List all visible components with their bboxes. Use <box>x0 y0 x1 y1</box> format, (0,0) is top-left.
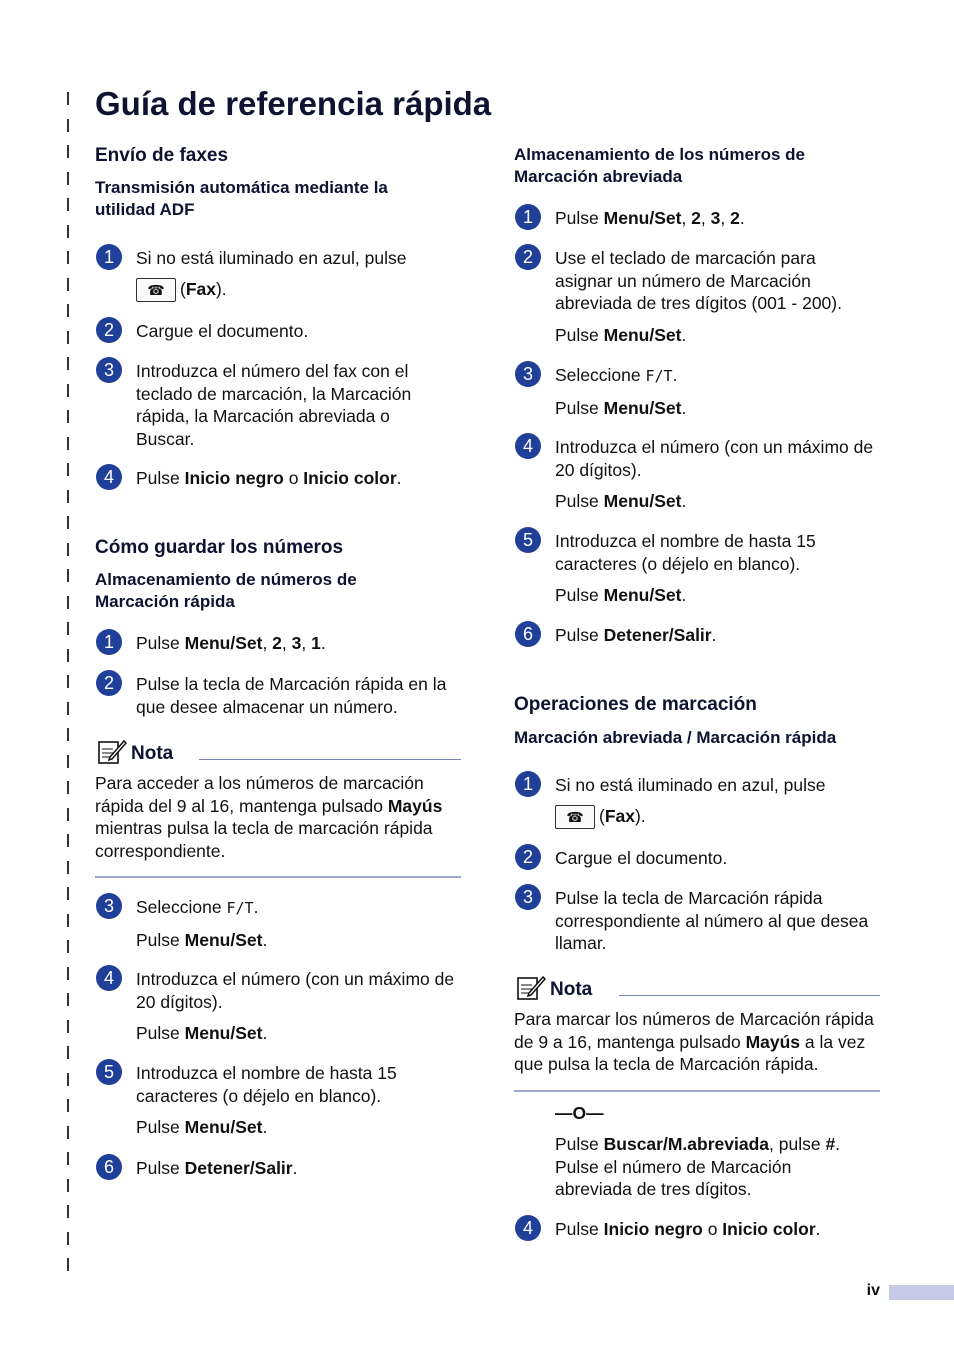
step-number: 2 <box>515 244 541 270</box>
step-text: Pulse Menu/Set, 2, 3, 1. <box>136 633 326 653</box>
step-text: Introduzca el nombre de hasta 15 caracteres (o déjelo en blanco). Pulse Menu/Set. <box>555 531 816 605</box>
margin-dash <box>67 808 69 821</box>
step-number: 1 <box>515 771 541 797</box>
section-heading-guardar: Cómo guardar los números <box>95 537 344 558</box>
subheading-abreviada-rapida: Marcación abreviada / Marcación rápida <box>514 728 837 747</box>
step-text: Pulse Detener/Salir. <box>136 1158 298 1178</box>
margin-dash <box>67 331 69 344</box>
margin-dash <box>67 1205 69 1218</box>
margin-dash <box>67 119 69 132</box>
step-text: Seleccione F/T. Pulse Menu/Set. <box>136 897 268 950</box>
step-text: Introduzca el nombre de hasta 15 caracteres (o déjelo en blanco). Pulse Menu/Set. <box>136 1063 397 1137</box>
step-number: 6 <box>515 621 541 647</box>
step-number: 5 <box>96 1059 122 1085</box>
margin-dash <box>67 675 69 688</box>
step-number: 3 <box>96 893 122 919</box>
page-number: iv <box>866 1282 880 1299</box>
note-pencil-icon <box>97 737 127 765</box>
note-divider <box>619 995 880 996</box>
section-heading-envio: Envío de faxes <box>95 145 229 166</box>
margin-dash <box>67 278 69 291</box>
margin-dash <box>67 304 69 317</box>
or-separator: —O— <box>555 1103 604 1123</box>
note-divider <box>199 759 461 760</box>
margin-dash <box>67 1020 69 1033</box>
margin-dash <box>67 622 69 635</box>
step-text: Si no está iluminado en azul, pulse ☎ (Fax). <box>555 774 885 829</box>
step-text: Si no está iluminado en azul, pulse ☎ (Fax). <box>136 247 466 302</box>
step-number: 2 <box>96 670 122 696</box>
note-label: Nota <box>131 743 174 764</box>
note-label: Nota <box>550 979 593 1000</box>
step-text: Introduzca el número del fax con el teclado de marcación, la Marcación rápida, la Marcación abreviada o Buscar. <box>136 361 412 449</box>
margin-dash <box>67 516 69 529</box>
step-number: 4 <box>515 1215 541 1241</box>
note-bottom-rule <box>514 1090 880 1092</box>
step-number: 2 <box>96 317 122 343</box>
fax-key-icon: ☎ <box>555 805 595 829</box>
margin-dash <box>67 940 69 953</box>
step-text: Introduzca el número (con un máximo de 20 dígitos). Pulse Menu/Set. <box>136 969 455 1043</box>
margin-dash <box>67 993 69 1006</box>
margin-dash <box>67 198 69 211</box>
note-text: Para marcar los números de Marcación rápida de 9 a 16, mantenga pulsado Mayús a la vez que pulsa la tecla de Marcación rápida. <box>514 1009 874 1074</box>
step-text: Cargue el documento. <box>555 848 728 868</box>
margin-dash <box>67 596 69 609</box>
step-number: 1 <box>96 629 122 655</box>
step-number: 5 <box>515 527 541 553</box>
margin-dash <box>67 1258 69 1271</box>
margin-dash <box>67 649 69 662</box>
margin-dash <box>67 914 69 927</box>
margin-dash <box>67 861 69 874</box>
subheading-adf: Transmisión automática mediante la utilidad ADF <box>95 178 388 219</box>
margin-dash <box>67 437 69 450</box>
note-pencil-icon <box>516 973 546 1001</box>
subheading-marcacion-abreviada: Almacenamiento de los números de Marcación abreviada <box>514 145 805 186</box>
margin-dash <box>67 357 69 370</box>
step-text: Pulse Menu/Set, 2, 3, 2. <box>555 208 745 228</box>
margin-dash <box>67 225 69 238</box>
margin-dash <box>67 1046 69 1059</box>
step-text: Seleccione F/T. Pulse Menu/Set. <box>555 365 687 418</box>
margin-dash <box>67 887 69 900</box>
step-text: Introduzca el número (con un máximo de 20 dígitos). Pulse Menu/Set. <box>555 437 874 511</box>
step-number: 1 <box>96 244 122 270</box>
step-number: 3 <box>515 884 541 910</box>
margin-dash <box>67 1099 69 1112</box>
margin-dash <box>67 1232 69 1245</box>
step-number: 4 <box>96 965 122 991</box>
margin-dash <box>67 251 69 264</box>
margin-dash <box>67 1126 69 1139</box>
margin-dash <box>67 834 69 847</box>
step-text: Use el teclado de marcación para asignar un número de Marcación abreviada de tres dígitos (001 - 200). Pulse Menu/Set. <box>555 248 842 345</box>
step-number: 1 <box>515 204 541 230</box>
step-text: Pulse la tecla de Marcación rápida correspondiente al número al que desea llamar. <box>555 888 869 953</box>
margin-dash <box>67 543 69 556</box>
margin-dash <box>67 1152 69 1165</box>
page-title: Guía de referencia rápida <box>95 85 492 122</box>
note-bottom-rule <box>95 876 461 878</box>
margin-dash <box>67 384 69 397</box>
note-text: Para acceder a los números de marcación rápida del 9 al 16, mantenga pulsado Mayús mientras pulsa la tecla de marcación rápida correspondiente. <box>95 773 443 861</box>
section-heading-operaciones: Operaciones de marcación <box>514 694 757 715</box>
margin-dash <box>67 755 69 768</box>
step-number: 2 <box>515 844 541 870</box>
fax-key-icon: ☎ <box>136 278 176 302</box>
margin-dash <box>67 1073 69 1086</box>
step-text: Pulse Inicio negro o Inicio color. <box>555 1219 821 1239</box>
margin-dash <box>67 172 69 185</box>
margin-dash <box>67 1179 69 1192</box>
step-text: Pulse Detener/Salir. <box>555 625 717 645</box>
step-number: 6 <box>96 1154 122 1180</box>
page-tab-bar <box>889 1285 954 1300</box>
step-number: 4 <box>96 464 122 490</box>
margin-dash <box>67 490 69 503</box>
step-text: Pulse Inicio negro o Inicio color. <box>136 468 402 488</box>
margin-dash <box>67 463 69 476</box>
margin-dash <box>67 569 69 582</box>
step-text: Pulse la tecla de Marcación rápida en la que desee almacenar un número. <box>136 674 447 717</box>
margin-dash <box>67 728 69 741</box>
step-text: Cargue el documento. <box>136 321 309 341</box>
margin-dash <box>67 967 69 980</box>
margin-dash <box>67 781 69 794</box>
margin-dash <box>67 145 69 158</box>
step-number: 4 <box>515 433 541 459</box>
step-number: 3 <box>96 357 122 383</box>
margin-dash <box>67 92 69 105</box>
step-number: 3 <box>515 361 541 387</box>
or-alternative-text: Pulse Buscar/M.abreviada, pulse #. Pulse el número de Marcación abreviada de tres dígitos. <box>555 1134 841 1199</box>
margin-dash <box>67 702 69 715</box>
subheading-marcacion-rapida: Almacenamiento de números de Marcación rápida <box>95 570 357 611</box>
margin-dash <box>67 410 69 423</box>
